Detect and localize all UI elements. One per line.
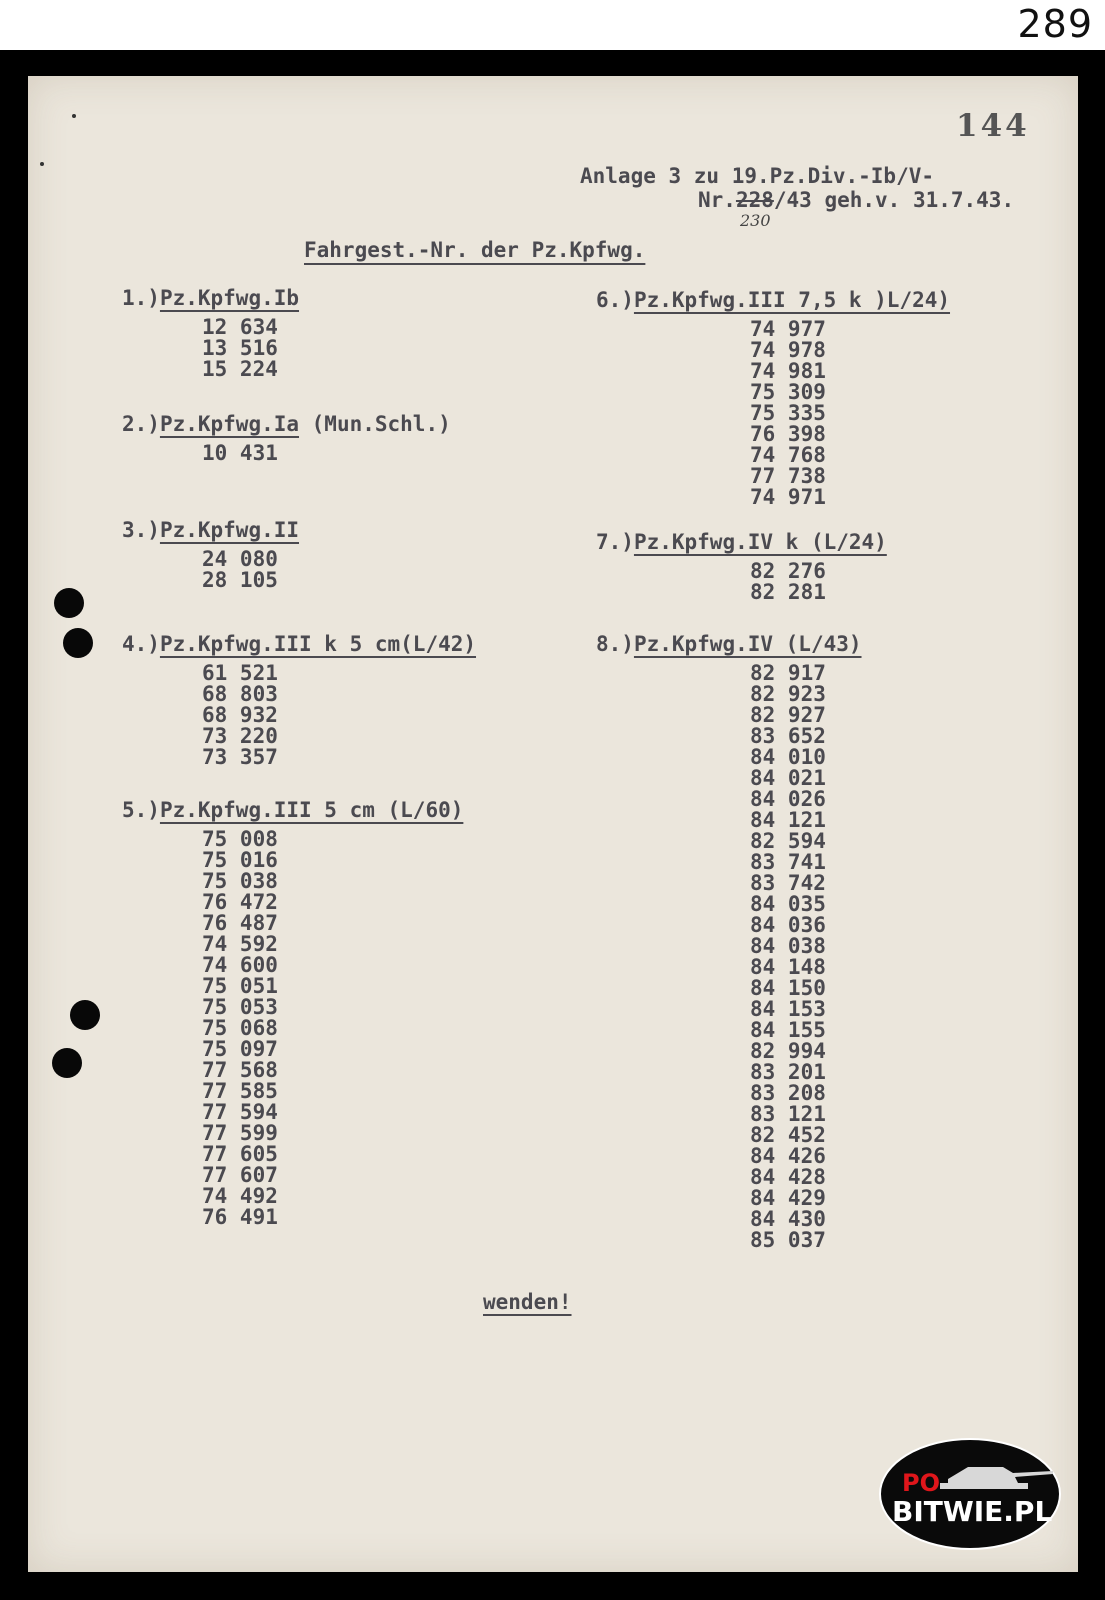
- chassis-number: 77 607: [202, 1163, 278, 1187]
- document-page: [28, 76, 1078, 1572]
- chassis-number: 74 978: [750, 338, 826, 362]
- chassis-number: 75 309: [750, 380, 826, 404]
- section-name: Pz.Kpfwg.III 7,5 k )L/24): [633, 288, 951, 312]
- section-name: Pz.Kpfwg.Ia: [159, 412, 300, 436]
- chassis-number: 83 208: [750, 1081, 826, 1105]
- chassis-number: 83 201: [750, 1060, 826, 1084]
- section-name: Pz.Kpfwg.Ib: [159, 286, 300, 310]
- paper-mark: [40, 162, 44, 166]
- chassis-number: 75 335: [750, 401, 826, 425]
- section-name: Pz.Kpfwg.III 5 cm (L/60): [159, 798, 464, 822]
- chassis-number: 75 051: [202, 974, 278, 998]
- section-number: 2.): [122, 412, 160, 436]
- chassis-number: 74 600: [202, 953, 278, 977]
- section-heading: [122, 414, 451, 435]
- chassis-number: 84 010: [750, 745, 826, 769]
- punch-hole: [63, 628, 93, 658]
- section-heading: [122, 634, 476, 655]
- section-number: 8.): [596, 632, 634, 656]
- chassis-number-list: [750, 561, 887, 603]
- logo-text-bitwie: BITWIE.PL: [892, 1495, 1053, 1528]
- chassis-number: 84 021: [750, 766, 826, 790]
- chassis-number-list: [202, 663, 476, 768]
- section-name: Pz.Kpfwg.IV k (L/24): [633, 530, 887, 554]
- section-heading: [596, 290, 950, 311]
- chassis-number: 84 430: [750, 1207, 826, 1231]
- chassis-number: 83 652: [750, 724, 826, 748]
- handwritten-number: 230: [740, 211, 771, 230]
- section-2: [122, 414, 451, 464]
- section-extra: (Mun.Schl.): [299, 412, 451, 436]
- chassis-number: 76 487: [202, 911, 278, 935]
- header-nr-suffix: /43 geh.v. 31.7.43.: [773, 188, 1015, 212]
- chassis-number: 74 981: [750, 359, 826, 383]
- chassis-number-list: [750, 663, 862, 1251]
- chassis-number: 84 121: [750, 808, 826, 832]
- section-heading: [122, 520, 299, 541]
- chassis-number: 75 008: [202, 827, 278, 851]
- chassis-number: 75 038: [202, 869, 278, 893]
- chassis-number-list: [202, 317, 299, 380]
- chassis-number: 77 568: [202, 1058, 278, 1082]
- chassis-number: 75 053: [202, 995, 278, 1019]
- folio-number: 144: [956, 108, 1030, 144]
- chassis-number-list: [202, 549, 299, 591]
- chassis-number: 73 357: [202, 745, 278, 769]
- chassis-number: 84 026: [750, 787, 826, 811]
- chassis-number: 77 594: [202, 1100, 278, 1124]
- chassis-number: 84 153: [750, 997, 826, 1021]
- chassis-number: 24 080: [202, 547, 278, 571]
- chassis-number: 83 741: [750, 850, 826, 874]
- section-number: 5.): [122, 798, 160, 822]
- section-number: 4.): [122, 632, 160, 656]
- chassis-number: 13 516: [202, 336, 278, 360]
- section-heading: [596, 532, 887, 553]
- chassis-number: 82 281: [750, 580, 826, 604]
- punch-hole: [70, 1000, 100, 1030]
- chassis-number: 85 037: [750, 1228, 826, 1252]
- chassis-number: 84 035: [750, 892, 826, 916]
- chassis-number: 82 917: [750, 661, 826, 685]
- chassis-number: 84 429: [750, 1186, 826, 1210]
- section-number: 1.): [122, 286, 160, 310]
- section-number: 6.): [596, 288, 634, 312]
- logo-text-po: PO: [902, 1469, 940, 1497]
- chassis-number: 74 592: [202, 932, 278, 956]
- section-5: [122, 800, 463, 1228]
- chassis-number: 84 155: [750, 1018, 826, 1042]
- section-7: [596, 532, 887, 603]
- chassis-number: 77 585: [202, 1079, 278, 1103]
- chassis-number: 68 932: [202, 703, 278, 727]
- section-name: Pz.Kpfwg.II: [159, 518, 300, 542]
- chassis-number: 77 599: [202, 1121, 278, 1145]
- chassis-number: 76 398: [750, 422, 826, 446]
- chassis-number: 84 036: [750, 913, 826, 937]
- chassis-number: 74 971: [750, 485, 826, 509]
- section-number: 3.): [122, 518, 160, 542]
- chassis-number: 74 768: [750, 443, 826, 467]
- chassis-number: 82 923: [750, 682, 826, 706]
- section-number: 7.): [596, 530, 634, 554]
- scan-top-bar: [0, 0, 1105, 50]
- section-name: Pz.Kpfwg.III k 5 cm(L/42): [159, 632, 477, 656]
- chassis-number: 82 276: [750, 559, 826, 583]
- chassis-number: 82 594: [750, 829, 826, 853]
- section-heading: [122, 288, 299, 309]
- chassis-number: 84 148: [750, 955, 826, 979]
- chassis-number-list: [202, 829, 463, 1228]
- header-line-1: Anlage 3 zu 19.Pz.Div.-Ib/V-: [580, 164, 935, 188]
- chassis-number: 83 742: [750, 871, 826, 895]
- header-struck-number: 228: [735, 188, 774, 212]
- chassis-number: 74 492: [202, 1184, 278, 1208]
- chassis-number-list: [202, 443, 451, 464]
- chassis-number: 10 431: [202, 441, 278, 465]
- chassis-number: 84 426: [750, 1144, 826, 1168]
- chassis-number: 84 150: [750, 976, 826, 1000]
- chassis-number: 82 994: [750, 1039, 826, 1063]
- header-line-2: [698, 190, 1014, 211]
- footer-note: wenden!: [483, 1290, 572, 1314]
- document-title: Fahrgest.-Nr. der Pz.Kpfwg.: [304, 238, 646, 262]
- chassis-number: 75 016: [202, 848, 278, 872]
- section-3: [122, 520, 299, 591]
- scan-page-number: 289: [1017, 2, 1093, 46]
- chassis-number: 84 428: [750, 1165, 826, 1189]
- section-heading: [122, 800, 463, 821]
- chassis-number: 75 068: [202, 1016, 278, 1040]
- section-8: [596, 634, 862, 1251]
- chassis-number: 76 472: [202, 890, 278, 914]
- chassis-number: 77 738: [750, 464, 826, 488]
- chassis-number: 28 105: [202, 568, 278, 592]
- chassis-number-list: [750, 319, 950, 508]
- chassis-number: 75 097: [202, 1037, 278, 1061]
- chassis-number: 84 038: [750, 934, 826, 958]
- header-nr-prefix: Nr.: [698, 188, 736, 212]
- section-6: [596, 290, 950, 508]
- chassis-number: 82 452: [750, 1123, 826, 1147]
- section-1: [122, 288, 299, 380]
- punch-hole: [54, 588, 84, 618]
- chassis-number: 61 521: [202, 661, 278, 685]
- section-name: Pz.Kpfwg.IV (L/43): [633, 632, 862, 656]
- chassis-number: 74 977: [750, 317, 826, 341]
- pobitwie-logo: [878, 1437, 1063, 1552]
- section-4: [122, 634, 476, 768]
- chassis-number: 15 224: [202, 357, 278, 381]
- chassis-number: 12 634: [202, 315, 278, 339]
- section-heading: [596, 634, 862, 655]
- punch-hole: [52, 1048, 82, 1078]
- chassis-number: 73 220: [202, 724, 278, 748]
- chassis-number: 83 121: [750, 1102, 826, 1126]
- paper-mark: [72, 114, 76, 118]
- chassis-number: 82 927: [750, 703, 826, 727]
- chassis-number: 76 491: [202, 1205, 278, 1229]
- chassis-number: 68 803: [202, 682, 278, 706]
- chassis-number: 77 605: [202, 1142, 278, 1166]
